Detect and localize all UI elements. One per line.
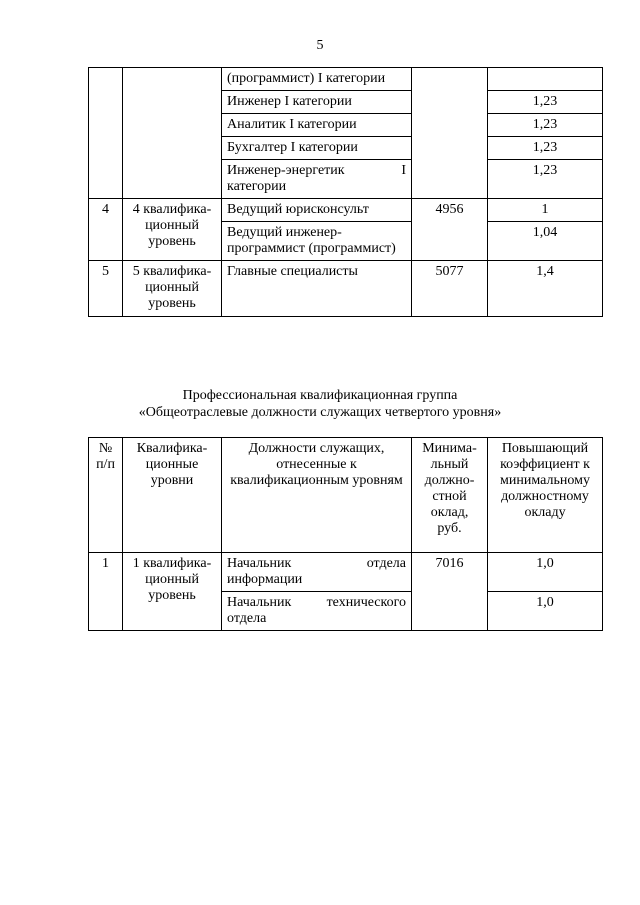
header-positions: Должности служащих, отнесенные к квалификационным уровням bbox=[222, 438, 412, 553]
group-title bbox=[0, 387, 640, 421]
coef-cell: 1,0 bbox=[488, 592, 603, 631]
position-text: отдела bbox=[366, 556, 406, 571]
position-text: Начальник bbox=[227, 556, 292, 571]
coef-cell: 1,23 bbox=[488, 114, 603, 137]
coef-cell bbox=[488, 68, 603, 91]
table-row bbox=[89, 68, 603, 91]
header-level: Квалифика-ционные уровни bbox=[123, 438, 222, 553]
salary-table bbox=[88, 437, 603, 631]
table-row bbox=[89, 261, 603, 317]
salary-cell: 4956 bbox=[412, 199, 488, 261]
position-cell bbox=[222, 592, 412, 631]
num-cell: 1 bbox=[89, 553, 123, 631]
position-text: технического bbox=[326, 595, 406, 610]
position-cell: Инженер I категории bbox=[222, 91, 412, 114]
salary-table-continued bbox=[88, 67, 603, 317]
group-title-line: Профессиональная квалификационная группа bbox=[182, 388, 458, 403]
position-text: I bbox=[401, 163, 406, 178]
position-text: отдела bbox=[227, 611, 267, 626]
position-text: Начальник bbox=[227, 595, 292, 610]
coef-cell: 1,0 bbox=[488, 553, 603, 592]
num-cell bbox=[89, 68, 123, 199]
position-cell bbox=[222, 553, 412, 592]
coef-cell: 1,23 bbox=[488, 137, 603, 160]
table-row bbox=[89, 199, 603, 222]
table-row bbox=[89, 553, 603, 592]
salary-cell: 7016 bbox=[412, 553, 488, 631]
coef-cell: 1,4 bbox=[488, 261, 603, 317]
num-cell: 4 bbox=[89, 199, 123, 261]
coef-cell: 1,23 bbox=[488, 91, 603, 114]
coef-cell: 1,04 bbox=[488, 222, 603, 261]
position-cell: (программист) I категории bbox=[222, 68, 412, 91]
level-cell bbox=[123, 68, 222, 199]
num-cell: 5 bbox=[89, 261, 123, 317]
position-cell: Ведущий инженер-программист (программист) bbox=[222, 222, 412, 261]
header-coef: Повышающий коэффициент к минимальному должностному окладу bbox=[488, 438, 603, 553]
salary-cell: 5077 bbox=[412, 261, 488, 317]
position-cell: Бухгалтер I категории bbox=[222, 137, 412, 160]
coef-cell: 1 bbox=[488, 199, 603, 222]
position-cell: Аналитик I категории bbox=[222, 114, 412, 137]
salary-cell bbox=[412, 68, 488, 199]
position-cell: Главные специалисты bbox=[222, 261, 412, 317]
position-cell: Ведущий юрисконсульт bbox=[222, 199, 412, 222]
level-cell: 1 квалифика-ционный уровень bbox=[123, 553, 222, 631]
header-salary: Минима-льный должно-стной оклад, руб. bbox=[412, 438, 488, 553]
header-num: № п/п bbox=[89, 438, 123, 553]
level-cell: 4 квалифика-ционный уровень bbox=[123, 199, 222, 261]
position-text: информации bbox=[227, 572, 303, 587]
position-cell bbox=[222, 160, 412, 199]
position-text: категории bbox=[227, 179, 287, 194]
group-title-line: «Общеотраслевые должности служащих четвертого уровня» bbox=[138, 405, 502, 420]
level-cell: 5 квалифика-ционный уровень bbox=[123, 261, 222, 317]
coef-cell: 1,23 bbox=[488, 160, 603, 199]
position-text: Инженер-энергетик bbox=[227, 163, 345, 178]
page-number: 5 bbox=[316, 38, 324, 53]
table-header-row bbox=[89, 438, 603, 553]
